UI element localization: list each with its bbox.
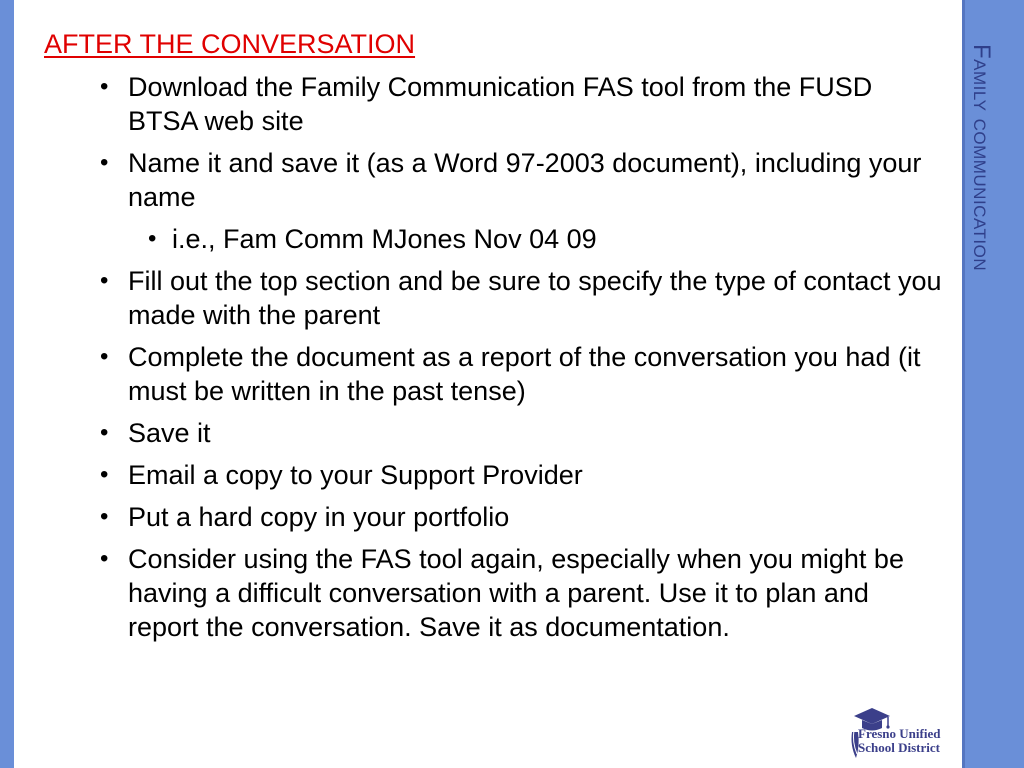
list-item-text: Put a hard copy in your portfolio	[128, 502, 510, 532]
bullet-list	[44, 70, 944, 644]
bullet-icon: •	[100, 267, 109, 294]
bullet-icon: •	[100, 461, 109, 488]
list-item	[44, 264, 944, 332]
list-item-text: Fill out the top section and be sure to specify the type of contact you made with the parent	[128, 266, 942, 330]
list-item-text: Consider using the FAS tool again, especially when you might be having a difficult conversation with a parent. Use it to plan and report the conversation. Save it as documentation.	[128, 544, 904, 642]
bullet-icon: •	[100, 343, 109, 370]
list-item	[44, 416, 944, 450]
bullet-icon: •	[100, 73, 109, 100]
list-item-text: Complete the document as a report of the conversation you had (it must be written in the past tense)	[128, 342, 921, 406]
list-item	[44, 500, 944, 534]
list-item-text: Name it and save it (as a Word 97-2003 document), including your name	[128, 148, 922, 212]
district-logo-text	[858, 727, 940, 755]
right-band-divider	[962, 0, 965, 768]
slide-content	[44, 26, 944, 652]
vertical-slide-title: Family communication	[968, 44, 995, 272]
logo-line-2: School District	[858, 740, 940, 755]
list-item-text: i.e., Fam Comm MJones Nov 04 09	[172, 224, 597, 254]
list-item	[44, 70, 944, 138]
list-item-text: Email a copy to your Support Provider	[128, 460, 583, 490]
logo-line-1: Fresno Unified	[858, 726, 941, 741]
bullet-icon: •	[148, 225, 157, 252]
bullet-icon: •	[100, 149, 109, 176]
list-item-text: Save it	[128, 418, 211, 448]
list-item-text: Download the Family Communication FAS tool from the FUSD BTSA web site	[128, 72, 873, 136]
list-item	[44, 458, 944, 492]
list-item	[44, 146, 944, 214]
sub-list-item	[44, 222, 944, 256]
list-item	[44, 340, 944, 408]
section-heading: AFTER THE CONVERSATION	[44, 29, 416, 59]
list-item	[44, 542, 944, 644]
bullet-icon: •	[100, 419, 109, 446]
bullet-icon: •	[100, 545, 109, 572]
left-border	[0, 0, 14, 768]
bullet-icon: •	[100, 503, 109, 530]
